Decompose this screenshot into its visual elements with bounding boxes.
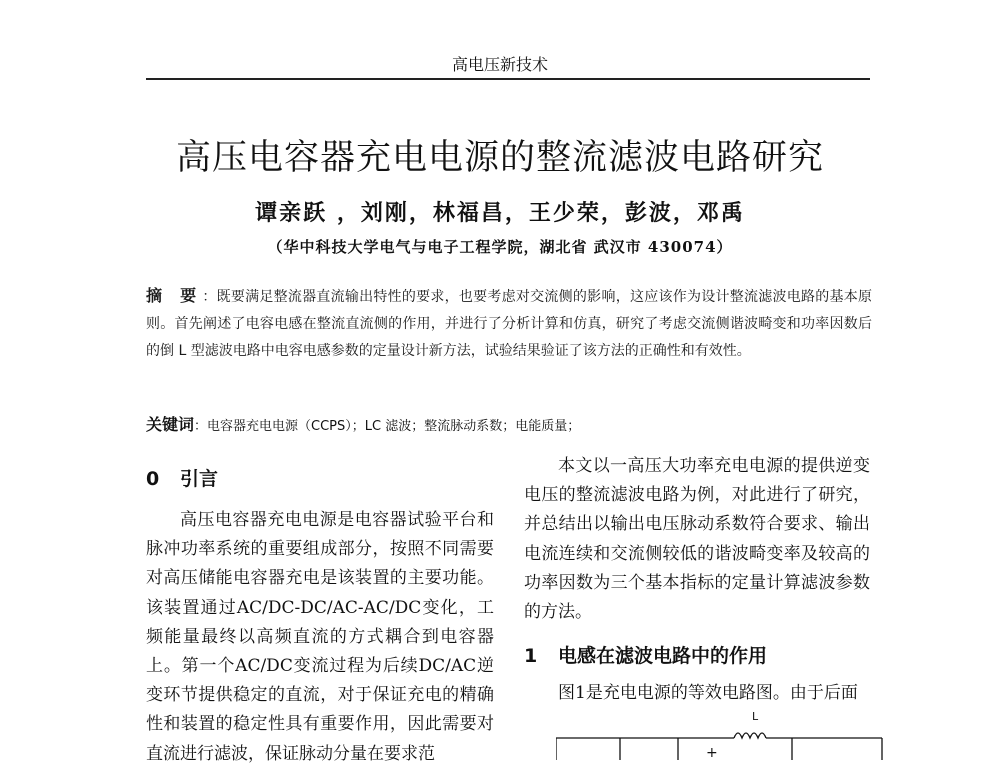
running-header: 高电压新技术 <box>451 55 548 74</box>
section-heading-0 <box>146 462 494 496</box>
right-column <box>524 452 870 708</box>
keywords-text: ：电容器充电电源（CCPS）；LC 滤波；整流脉动系数；电能质量； <box>194 419 581 434</box>
paper-title: 高压电容器充电电源的整流滤波电路研究 <box>175 138 824 178</box>
circuit-figure <box>556 708 886 760</box>
left-column <box>146 462 494 769</box>
section-heading-1 <box>524 639 870 673</box>
affiliation: （华中科技大学电气与电子工程学院，湖北省 武汉市 430074） <box>267 238 733 256</box>
inductor-coil <box>734 733 766 738</box>
section-0-paragraph: 高压电容器充电电源是电容器试验平台和脉冲功率系统的重要组成部分，按照不同需要对高压储能电容器充电是该装置的主要功能。该装置通过AC/DC-DC/AC-AC/DC变化，工频能量最终以高频直流的方式耦合到电容器上。第一个AC/DC变流过程为后续DC/AC逆变环节提供稳定的直流，对于保证充电的精确性和装置的稳定性具有重要作用，因此需要对直流进行滤波，保证脉动分量在要求范 <box>146 510 494 764</box>
abstract-text: ：既要满足整流器直流输出特性的要求，也要考虑对交流侧的影响，这应该作为设计整流滤波电路的基本原则。首先阐述了电容电感在整流直流侧的作用，并进行了分析计算和仿真，研究了考虑交流侧谐波畸变和功率因数后的倒 L 型滤波电路中电容电感参数的定量设计新方法，试验结果验证了该方法的正确性和有效性。 <box>146 289 873 359</box>
intro-paragraph: 本文以一高压大功率充电电源的提供逆变电压的整流滤波电路为例，对此进行了研究，并总结出以输出电压脉动系数符合要求、输出电流连续和交流侧较低的谐波畸变率及较高的功率因数为三个基本指标的定量计算滤波参数的方法。 <box>524 456 870 623</box>
keywords <box>146 412 872 435</box>
abstract-label: 摘 要 <box>146 286 203 305</box>
section-title: 电感在滤波电路中的作用 <box>558 645 768 668</box>
header-rule <box>146 78 870 80</box>
section-title: 引言 <box>180 468 219 490</box>
section-number: 0 <box>146 468 160 490</box>
plus-label: + <box>706 745 718 760</box>
inductor-label: L <box>752 710 759 723</box>
section-number: 1 <box>524 645 538 668</box>
section-1-paragraph: 图1是充电电源的等效电路图。由于后面 <box>558 683 858 704</box>
abstract <box>146 282 872 365</box>
author-list: 谭亲跃 ，刘刚，林福昌，王少荣，彭波，邓禹 <box>255 200 745 226</box>
keywords-label: 关键词 <box>146 415 195 434</box>
